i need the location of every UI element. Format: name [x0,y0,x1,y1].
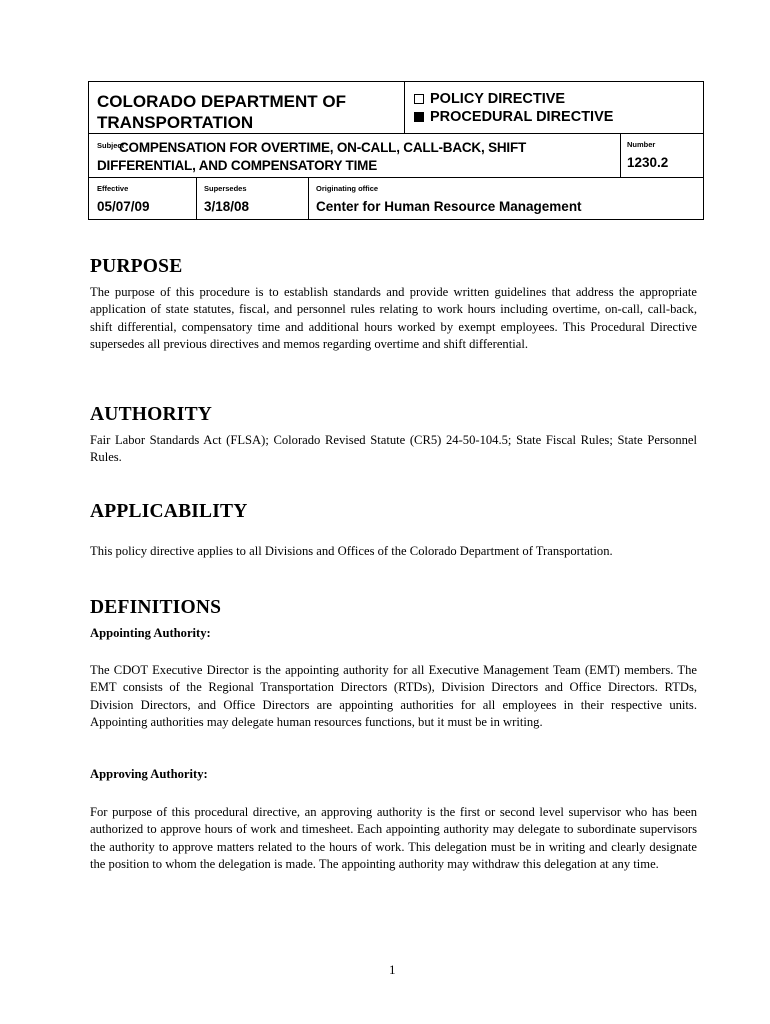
document-header-table [88,81,704,220]
procedural-directive-option [414,108,613,126]
originating-office-label: Originating office [316,184,379,193]
subject-text: COMPENSATION FOR OVERTIME, ON-CALL, CALL-BACK, SHIFT DIFFERENTIAL, AND COMPENSATORY TIME [97,140,527,173]
divider [620,134,621,177]
purpose-text: The purpose of this procedure is to establish standards and provide written guidelines that address the appropriate application of state statutes, fiscal, and personnel rules relating to work hours including overtime, on-call, call-back, shift differential, compensatory time and additional hours worked by exempt employees. This Procedural Directive supersedes all previous directives and memos regarding overtime and shift differential. [90,285,697,352]
purpose-heading: PURPOSE [90,256,183,277]
subject-label: Subject [97,141,125,150]
applicability-heading: APPLICABILITY [90,501,248,522]
divider [404,82,405,133]
supersedes-value: 3/18/08 [204,199,250,214]
originating-office-value: Center for Human Resource Management [316,199,582,214]
supersedes-label: Supersedes [204,184,247,193]
divider [196,178,197,219]
effective-label: Effective [97,184,129,193]
header-top-row [89,82,703,134]
directive-type-block [414,90,613,126]
unchecked-box-icon [414,94,424,104]
header-dates-row [89,178,703,219]
divider [308,178,309,219]
procedural-directive-label: PROCEDURAL DIRECTIVE [430,109,614,125]
applicability-text: This policy directive applies to all Divisions and Offices of the Colorado Department of Transportation. [90,544,613,558]
appointing-authority-heading: Appointing Authority: [90,626,211,640]
checked-box-icon [414,112,424,122]
effective-value: 05/07/09 [97,199,150,214]
number-value: 1230.2 [627,155,669,170]
authority-heading: AUTHORITY [90,404,213,425]
policy-directive-label: POLICY DIRECTIVE [430,91,566,107]
department-name: COLORADO DEPARTMENT OF TRANSPORTATION [97,92,347,132]
approving-authority-text: For purpose of this procedural directive, an approving authority is the first or second level supervisor who has been authorized to approve hours of work and timesheet. Each appointing authority may delegate to subordinate supervisors the authority to approve matters related to the hours of work. This delegation must be in writing and clearly designate the position to whom the delegation is made. The appointing authority may withdraw this delegation at any time. [90,805,697,872]
header-subject-row [89,134,703,178]
approving-authority-heading: Approving Authority: [90,767,208,781]
number-label: Number [627,140,656,149]
appointing-authority-text: The CDOT Executive Director is the appointing authority for all Executive Management Team (EMT) members. The EMT consists of the Regional Transportation Directors (RTDs), Division Directors and Office Directors. RTDs, Division Directors, and Office Directors are appointing authorities for all employees in their respective units. Appointing authorities may delegate human resources functions, but it must be in writing. [90,663,697,730]
policy-directive-option [414,90,613,108]
definitions-heading: DEFINITIONS [90,597,222,618]
authority-text: Fair Labor Standards Act (FLSA); Colorado Revised Statute (CR5) 24-50-104.5; State Fiscal Rules; State Personnel Rules. [90,433,697,465]
page-number: 1 [389,962,396,977]
